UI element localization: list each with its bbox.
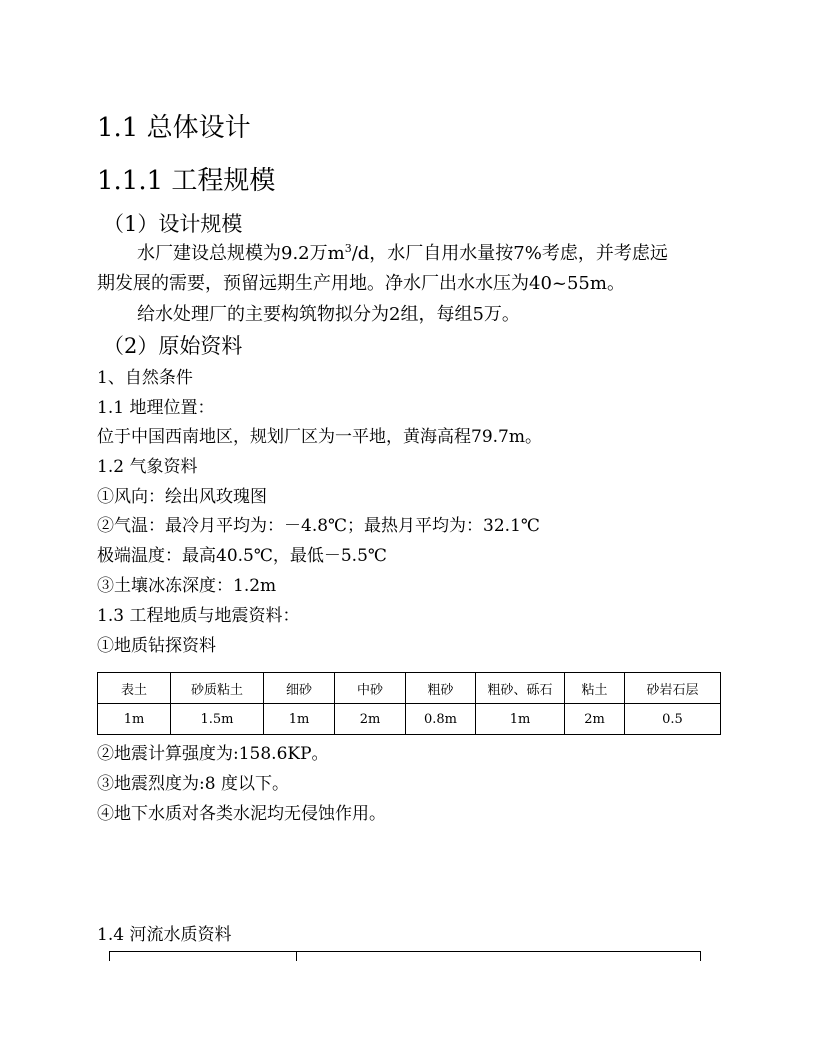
table-cell: 1m [264, 704, 335, 735]
temperature: ②气温：最冷月平均为：－4.8℃；最热月平均为：32.1℃ [97, 516, 540, 536]
paragraph-scale-post: /d，水厂自用水量按7%考虑，并考虑远 [351, 243, 668, 264]
meteorology-title: 1.2 气象资料 [97, 457, 198, 477]
table-header-cell: 表土 [98, 673, 171, 704]
table-cell: 1m [476, 704, 565, 735]
heading-1-1: 1.1 总体设计 [97, 113, 251, 143]
seismic-strength: ②地震计算强度为:158.6KP。 [97, 744, 329, 764]
section-original-data: （2）原始资料 [103, 334, 243, 358]
geo-location-title: 1.1 地理位置： [97, 398, 215, 418]
table-border [109, 952, 110, 961]
groundwater-quality: ④地下水质对各类水泥均无侵蚀作用。 [97, 804, 386, 824]
table-border [296, 952, 297, 961]
paragraph-scale-line2: 期发展的需要，预留远期生产用地。净水厂出水水压为40~55m。 [97, 273, 625, 294]
geo-location-text: 位于中国西南地区，规划厂区为一平地，黄海高程79.7m。 [97, 427, 542, 447]
table-row [98, 704, 721, 735]
paragraph-scale-line1 [137, 242, 668, 264]
table-cell: 2m [565, 704, 625, 735]
table-header-cell: 砂质粘土 [171, 673, 264, 704]
table-cell: 2m [335, 704, 406, 735]
table-border [700, 952, 701, 961]
soil-table [97, 672, 721, 735]
paragraph-groups: 给水处理厂的主要构筑物拟分为2组，每组5万。 [137, 304, 520, 325]
seismic-intensity: ③地震烈度为:8 度以下。 [97, 774, 289, 794]
table-header-cell: 细砂 [264, 673, 335, 704]
table-header-cell: 粘土 [565, 673, 625, 704]
natural-conditions-title: 1、自然条件 [97, 368, 193, 388]
frost-depth: ③土壤冰冻深度：1.2m [97, 576, 277, 596]
table-cell: 0.5 [625, 704, 721, 735]
table-header-cell: 中砂 [335, 673, 406, 704]
river-table-frame [109, 951, 701, 972]
table-header-cell: 粗砂、砾石 [476, 673, 565, 704]
table-cell: 1m [98, 704, 171, 735]
table-cell: 1.5m [171, 704, 264, 735]
table-header-cell: 粗砂 [406, 673, 476, 704]
superscript-3: 3 [344, 242, 352, 255]
section-design-scale: （1）设计规模 [103, 212, 243, 236]
wind-direction: ①风向：绘出风玫瑰图 [97, 487, 267, 507]
river-quality-title: 1.4 河流水质资料 [97, 925, 232, 945]
extreme-temperature: 极端温度：最高40.5℃，最低－5.5℃ [97, 546, 387, 566]
table-cell: 0.8m [406, 704, 476, 735]
paragraph-scale-pre: 水厂建设总规模为9.2万m [137, 243, 345, 264]
geology-title: 1.3 工程地质与地震资料： [97, 606, 300, 626]
table-header-cell: 砂岩石层 [625, 673, 721, 704]
heading-1-1-1: 1.1.1 工程规模 [97, 166, 276, 196]
drilling-data: ①地质钻探资料 [97, 636, 216, 656]
table-row [98, 673, 721, 704]
